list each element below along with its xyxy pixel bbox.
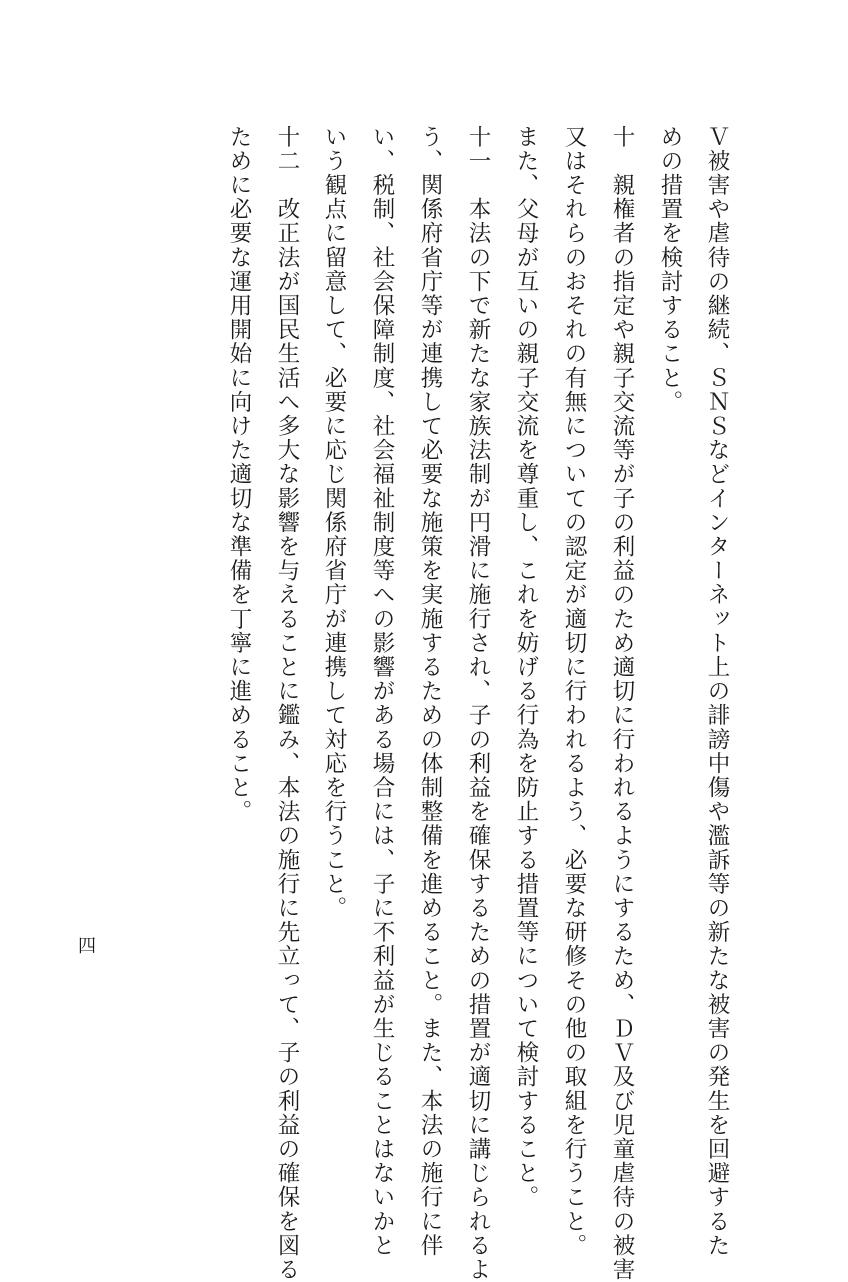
text-column-2: めの措置を検討すること。 (657, 125, 683, 415)
text-column-4: 又はそれらのおそれの有無についての認定が適切に行われるよう、必要な研修その他の取組を行うこと。 (561, 125, 587, 1258)
text-column-9: いう観点に留意して、必要に応じ関係府省庁が連携して対応を行うこと。 (321, 125, 347, 921)
text-column-11: ために必要な運用開始に向けた適切な準備を丁寧に進めること。 (226, 125, 252, 824)
text-column-10: 十二 改正法が国民生活へ多大な影響を与えることに鑑み、本法の施行に先立って、子の利益の確保を図る (274, 125, 300, 1282)
text-column-8: い、税制、社会保障制度、社会福祉制度等への影響がある場合には、子に不利益が生じることはないかと (369, 125, 395, 1258)
text-column-6: 十一 本法の下で新たな家族法制が円滑に施行され、子の利益を確保するための措置が適切に講じられるよ (465, 125, 491, 1282)
page-number: 四 (78, 936, 96, 957)
text-column-5: また、父母が互いの親子交流を尊重し、これを妨げる行為を防止する措置等について検討すること。 (513, 125, 539, 1210)
text-column-3: 十 親権者の指定や親子交流等が子の利益のため適切に行われるようにするため、ＤＶ及び児童虐待の被害 (609, 125, 635, 1282)
text-column-7: う、関係府省庁等が連携して必要な施策を実施するための体制整備を進めること。また、本法の施行に伴 (417, 125, 443, 1258)
text-column-1: Ｖ被害や虐待の継続、ＳＮＳなどインターネット上の誹謗中傷や濫訴等の新たな被害の発生を回避するた (704, 125, 730, 1258)
